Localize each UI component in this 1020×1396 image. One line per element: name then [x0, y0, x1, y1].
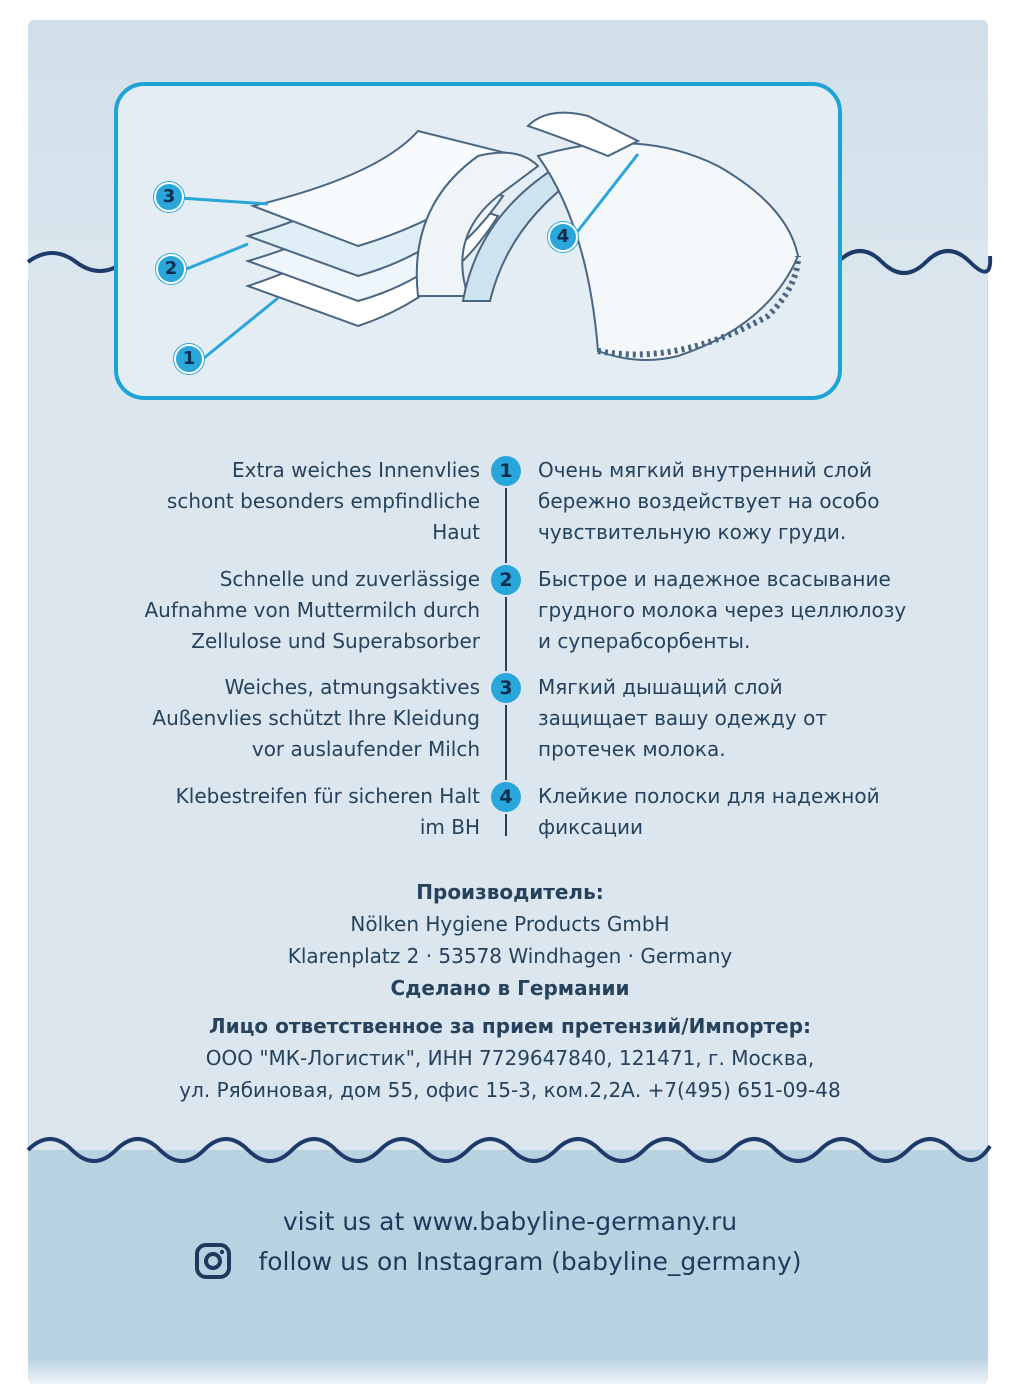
feature-1-de — [100, 455, 480, 548]
arrow-3 — [180, 198, 268, 204]
feature-2-de — [100, 564, 480, 657]
top-wave-right — [838, 251, 990, 273]
feature-3-ru-line-1: Мягкий дышащий слой — [538, 675, 783, 699]
feature-2-ru-line-1: Быстрое и надежное всасывание — [538, 567, 891, 591]
feature-3-ru-line-3: протечек молока. — [538, 737, 726, 761]
pad-cup — [538, 143, 798, 360]
feature-3-de — [100, 672, 480, 765]
manufacturer-block — [0, 876, 1020, 1004]
feature-2-ru-line-2: грудного молока через целлюлозу — [538, 598, 907, 622]
illustration-label-3: 3 — [154, 182, 184, 212]
feature-3-ru-line-2: защищает вашу одежду от — [538, 706, 827, 730]
feature-2-de-line-3: Zellulose und Superabsorber — [191, 629, 480, 653]
feature-1-ru-line-3: чувствительную кожу груди. — [538, 520, 847, 544]
feature-2-de-line-1: Schnelle und zuverlässige — [219, 567, 480, 591]
feature-4-de-line-2: im BH — [419, 815, 480, 839]
arrow-2 — [184, 244, 248, 270]
feature-3-ru — [538, 672, 958, 765]
feature-1-de-line-3: Haut — [432, 520, 480, 544]
feature-4-de-line-1: Klebestreifen für sicheren Halt — [175, 784, 480, 808]
importer-line-2: ул. Рябиновая, дом 55, офис 15-3, ком.2,2А. +7(495) 651-09-48 — [179, 1078, 841, 1102]
illustration-label-2: 2 — [156, 254, 186, 284]
feature-2-ru-line-3: и суперабсорбенты. — [538, 629, 751, 653]
arrow-1 — [204, 298, 278, 358]
feature-number-3: 3 — [491, 673, 521, 703]
feature-4-ru-line-2: фиксации — [538, 815, 644, 839]
illustration-frame — [114, 82, 842, 400]
feature-number-4: 4 — [491, 782, 521, 812]
manufacturer-company: Nölken Hygiene Products GmbH — [350, 912, 670, 936]
importer-heading: Лицо ответственное за прием претензий/Импортер: — [208, 1014, 812, 1038]
feature-number-1: 1 — [491, 456, 521, 486]
feature-1-de-line-1: Extra weiches Innenvlies — [231, 458, 480, 482]
instagram-icon — [194, 1242, 232, 1280]
top-wave-left — [28, 253, 124, 271]
manufacturer-address: Klarenplatz 2 · 53578 Windhagen · Germany — [287, 944, 733, 968]
instagram-link[interactable]: follow us on Instagram (babyline_germany) — [258, 1247, 802, 1276]
feature-1-de-line-2: schont besonders empfindliche — [166, 489, 480, 513]
bottom-wave — [28, 1139, 990, 1161]
feature-3-de-line-2: Außenvlies schützt Ihre Kleidung — [152, 706, 480, 730]
breast-pad-illustration — [118, 86, 838, 396]
feature-3-de-line-1: Weiches, atmungsaktives — [224, 675, 480, 699]
feature-4-ru-line-1: Клейкие полоски для надежной — [538, 784, 880, 808]
manufacturer-heading: Производитель: — [416, 880, 604, 904]
importer-line-1: ООО "МК-Логистик", ИНН 7729647840, 121471, г. Москва, — [205, 1046, 815, 1070]
feature-1-ru-line-1: Очень мягкий внутренний слой — [538, 458, 873, 482]
illustration-label-4: 4 — [548, 222, 578, 252]
feature-1-ru-line-2: бережно воздействует на особо — [538, 489, 880, 513]
feature-number-2: 2 — [491, 565, 521, 595]
importer-block — [0, 1010, 1020, 1106]
feature-4-de — [100, 781, 480, 843]
feature-2-de-line-2: Aufnahme von Muttermilch durch — [144, 598, 480, 622]
feature-3-de-line-3: vor auslaufender Milch — [251, 737, 480, 761]
feature-2-ru — [538, 564, 958, 657]
feature-1-ru — [538, 455, 958, 548]
illustration-label-1: 1 — [174, 344, 204, 374]
made-in-germany: Сделано в Германии — [390, 976, 630, 1000]
website-link[interactable]: visit us at www.babyline-germany.ru — [282, 1207, 738, 1236]
feature-4-ru — [538, 781, 958, 843]
